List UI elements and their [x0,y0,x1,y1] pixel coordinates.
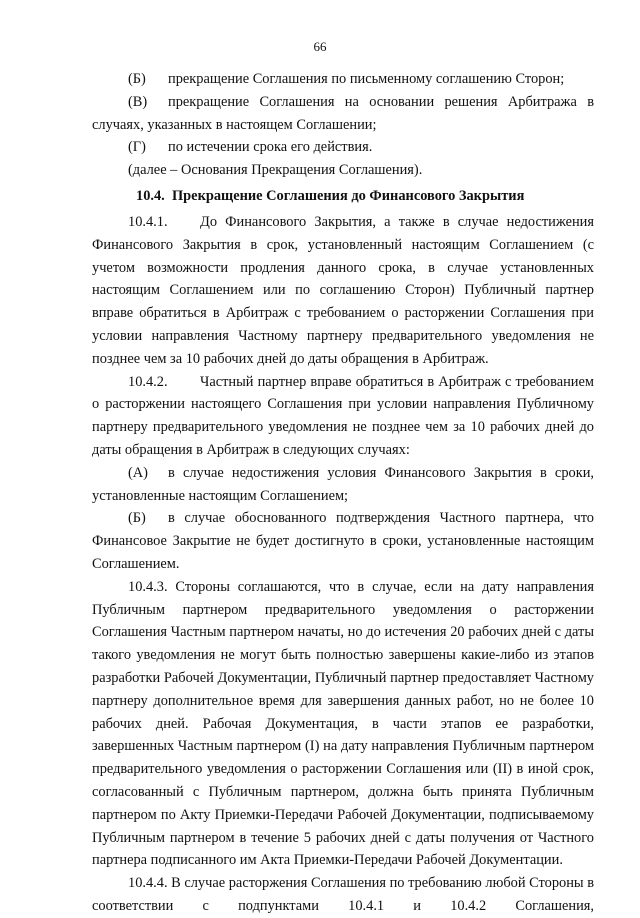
clause-10-4-4: 10.4.4. В случае расторжения Соглашения по требованию любой Стороны в соответствии с подпунктами 10.4.1 и 10.4.2 Соглашения, [92,875,594,914]
list-item-text: прекращение Соглашения на основании решения Арбитража в случаях, указанных в настоящем Соглашении; [92,93,594,133]
list-item-g [92,136,594,159]
section-number: 10.4. [136,187,165,204]
list-item-text: по истечении срока его действия. [168,139,373,156]
clause-number: 10.4.2. [128,373,168,390]
sub-item-text: в случае недостижения условия Финансового Закрытия в сроки, установленные настоящим Соглашением; [92,464,594,504]
sub-item-label: (Б) [128,510,146,527]
sub-item-text: в случае обоснованного подтверждения Частного партнера, что Финансовое Закрытие не будет достигнуто в сроки, установленные настоящим Соглашением. [92,510,594,572]
sub-item-a [92,462,594,508]
section-heading [92,184,594,208]
sub-item-label: (А) [128,464,148,481]
definition-note: (далее – Основания Прекращения Соглашения). [128,162,423,179]
clause-text: До Финансового Закрытия, а также в случае недостижения Финансового Закрытия в срок, установленный настоящим Соглашением (с учетом возможности продления данного срока, в случае установленных настоящим Соглашением или по соглашению Сторон) Публичный партнер вправе обратиться в Арбитраж с требованием о расторжении Соглашения при условии направления Частному партнеру предварительного уведомления не позднее чем за 10 рабочих дней до даты обращения в Арбитраж. [92,213,594,367]
list-item-label: (В) [128,93,148,110]
section-title: Прекращение Соглашения до Финансового Закрытия [171,187,525,204]
clause-text: Частный партнер вправе обратиться в Арбитраж с требованием о расторжении настоящего Соглашения при условии направления Публичному партнеру предварительного уведомления не позднее чем за 10 рабочих дней до даты обращения в Арбитраж в следующих случаях: [92,373,594,458]
list-item-b [92,68,594,91]
list-item-label: (Г) [128,139,146,156]
list-item-text: прекращение Соглашения по письменному соглашению Сторон; [168,71,565,87]
clause-number: 10.4.1. [128,213,168,230]
clause-10-4-2 [92,371,594,462]
clause-10-4-1 [92,211,594,371]
list-item-label: (Б) [128,71,146,87]
clause-10-4-3: 10.4.3. Стороны соглашаются, что в случае, если на дату направления Публичным партнером предварительного уведомления о расторжении Соглашения Частным партнером начаты, но до истечения 20 рабочих дней с даты такого уведомления не могут быть полностью завершены какие-либо из этапов разработки Рабочей Документации, Публичный партнер предоставляет Частному партнеру дополнительное время для завершения данных работ, но не более 10 рабочих дней. Рабочая Документация, в части этапов ее разработки, завершенных Частным партнером (I) на дату направления Публичным партнером предварительного уведомления о расторжении Соглашения или (II) в иной срок, согласованный с Публичным партнером, должна быть принята Публичным партнером по Акту Приемки-Передачи Рабочей Документации, подписываемому Публичным партнером в течение 5 рабочих дней с даты получения от Частного партнера подписанного им Акта Приемки-Передачи Рабочей Документации. [92,578,594,869]
document-body [92,68,594,918]
list-item-v [92,91,594,137]
sub-item-b [92,507,594,575]
page-number: 66 [313,39,327,54]
